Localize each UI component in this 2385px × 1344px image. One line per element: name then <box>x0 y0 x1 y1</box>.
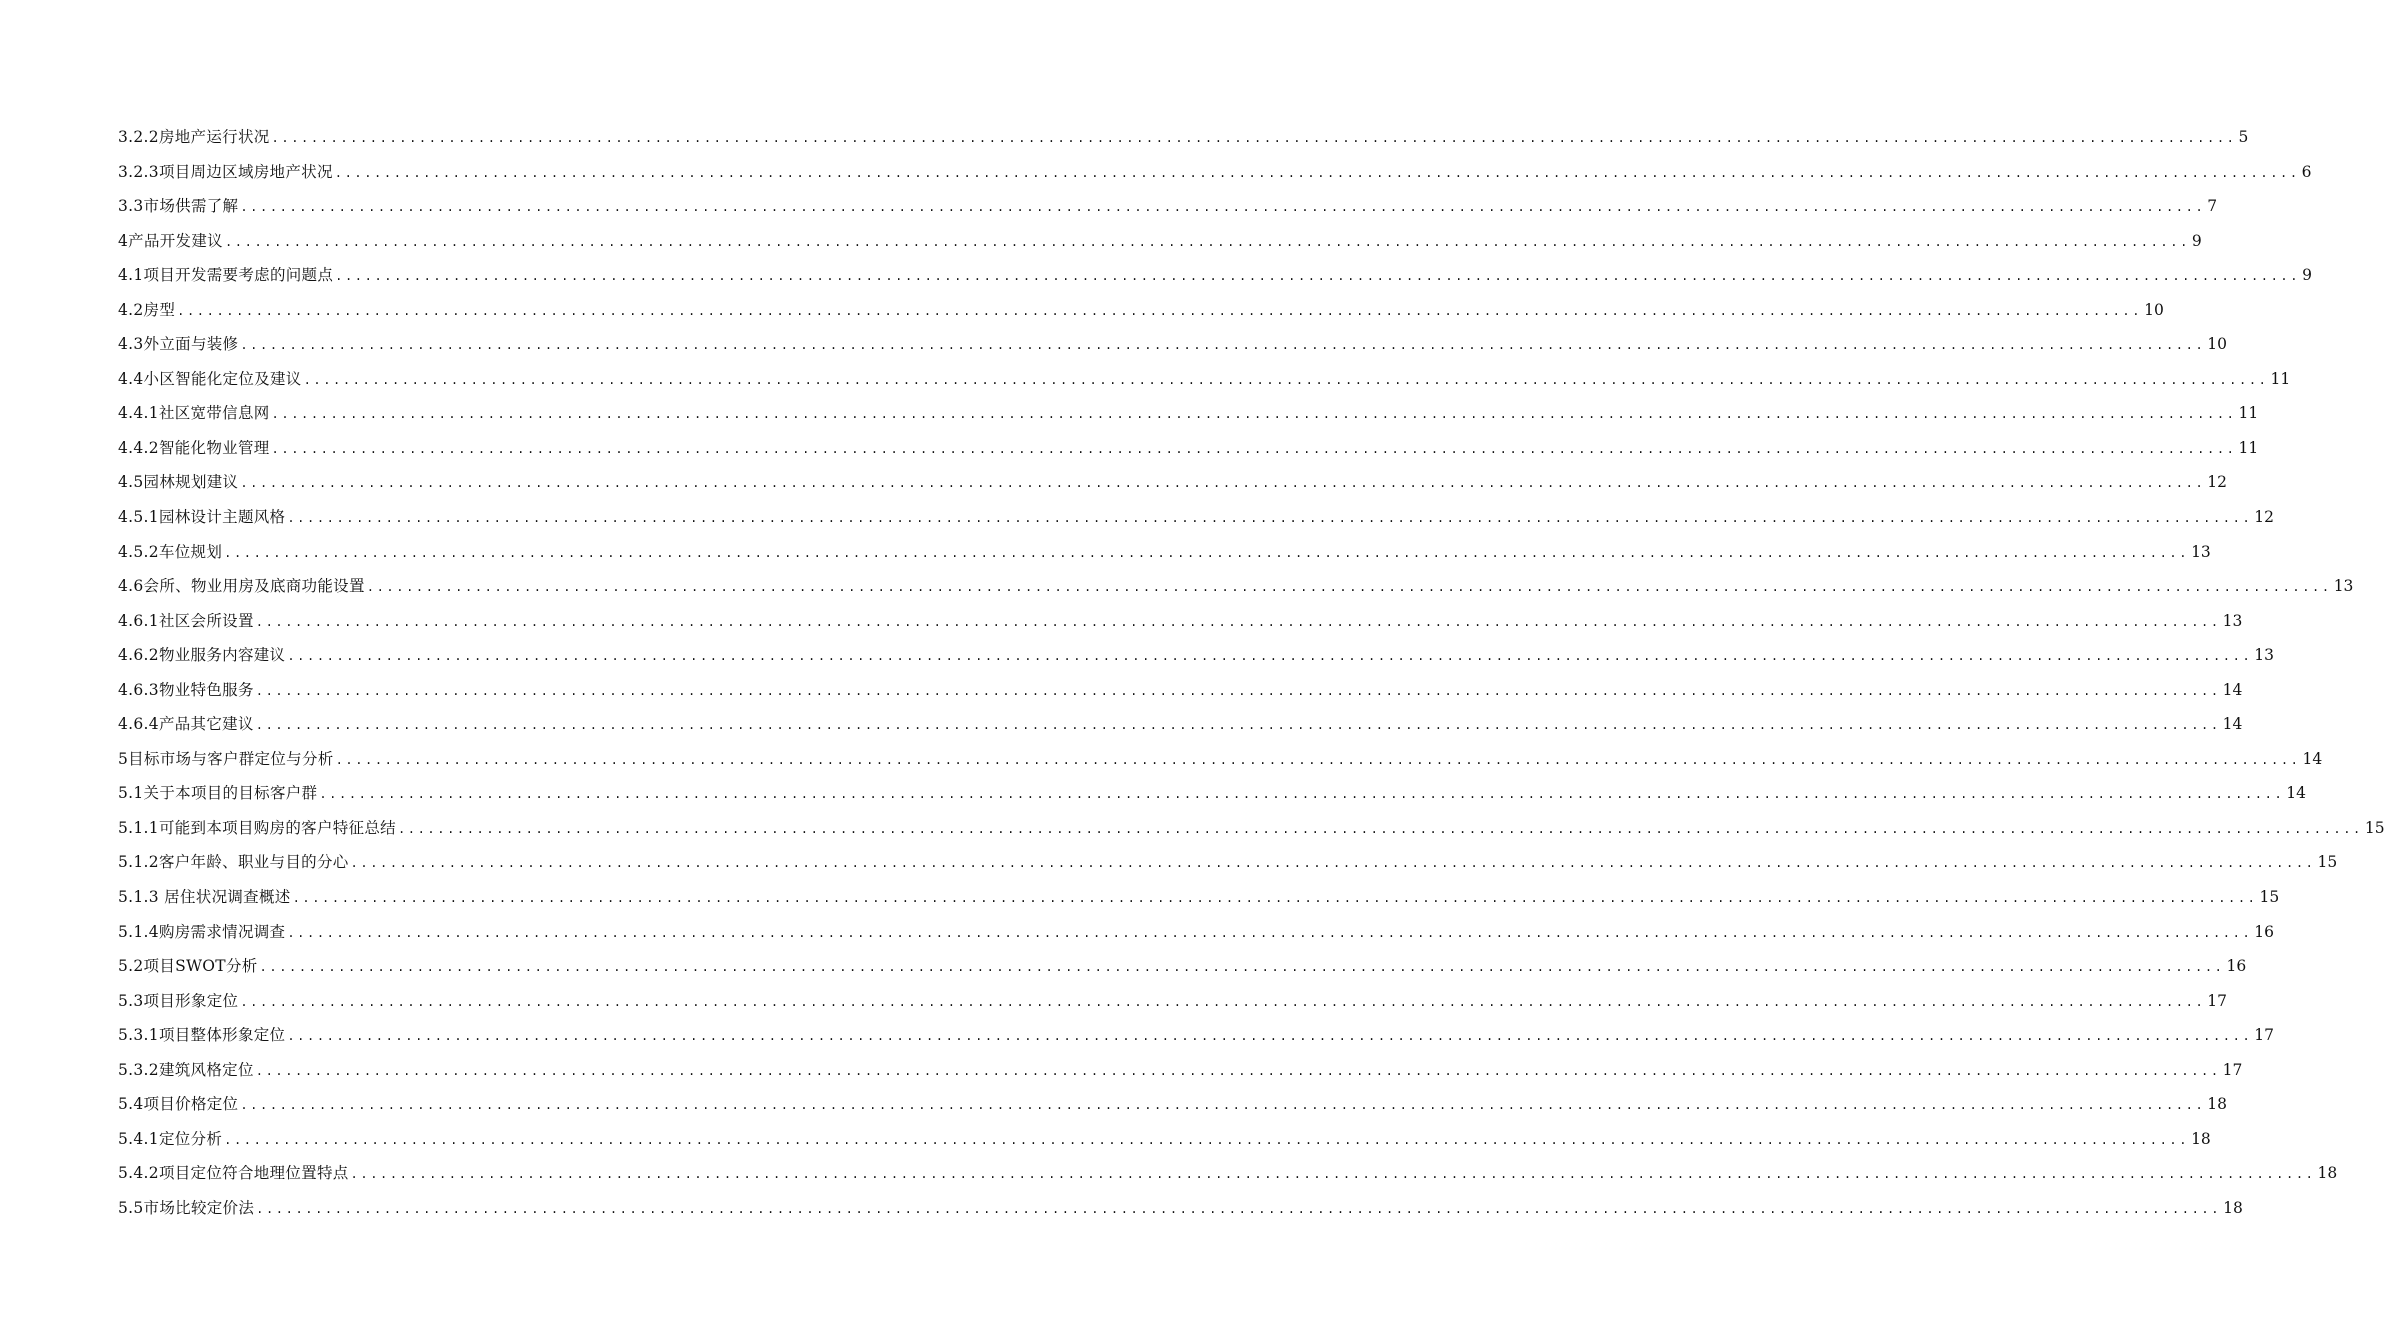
toc-entry-title: 4.6会所、物业用房及底商功能设置 <box>118 577 365 596</box>
toc-entry[interactable] <box>118 396 2259 431</box>
toc-entry-title: 5.4.1定位分析 <box>118 1129 223 1148</box>
toc-dot-leader: ........................................................................................................................................................................................................ <box>255 683 2221 698</box>
toc-entry-title: 4.4.1社区宽带信息网 <box>118 404 270 423</box>
toc-entry-page-number: 17 <box>2222 1060 2243 1079</box>
toc-entry-page-number: 14 <box>2222 680 2243 699</box>
toc-entry[interactable] <box>118 880 2280 915</box>
toc-entry[interactable] <box>118 258 2312 293</box>
toc-entry-title: 5.3项目形象定位 <box>118 991 239 1010</box>
toc-dot-leader: ........................................................................................................................................................................................................ <box>177 303 2143 318</box>
toc-entry-page-number: 14 <box>2286 784 2307 803</box>
toc-entry-page-number: 18 <box>2317 1164 2338 1183</box>
toc-entry-page-number: 15 <box>2317 853 2338 872</box>
toc-entry-page-number: 18 <box>2191 1129 2211 1148</box>
toc-entry-page-number: 18 <box>2223 1198 2243 1217</box>
table-of-contents <box>118 120 2385 1226</box>
toc-entry-title: 4.3外立面与装修 <box>118 335 239 354</box>
toc-entry-page-number: 10 <box>2207 335 2228 354</box>
toc-entry[interactable] <box>118 845 2338 880</box>
toc-entry[interactable] <box>118 293 2164 328</box>
toc-entry-title: 4.2房型 <box>118 300 176 319</box>
toc-entry[interactable] <box>118 742 2323 777</box>
toc-dot-leader: ........................................................................................................................................................................................................ <box>256 1201 2222 1216</box>
toc-entry-title: 5.1.1可能到本项目购房的客户特征总结 <box>118 818 396 837</box>
toc-entry[interactable] <box>118 949 2247 984</box>
toc-entry-title: 5.4.2项目定位符合地理位置特点 <box>118 1164 349 1183</box>
toc-entry-page-number: 15 <box>2259 888 2280 907</box>
toc-entry[interactable] <box>118 1191 2243 1226</box>
toc-dot-leader: ........................................................................................................................................................................................................ <box>397 821 2363 836</box>
toc-entry-title: 5.5市场比较定价法 <box>118 1198 255 1217</box>
toc-entry[interactable] <box>118 155 2312 190</box>
toc-entry-title: 4.5.2车位规划 <box>118 542 223 561</box>
toc-entry-title: 4.6.1社区会所设置 <box>118 611 254 630</box>
toc-entry[interactable] <box>118 569 2354 604</box>
toc-dot-leader: ........................................................................................................................................................................................................ <box>240 338 2206 353</box>
toc-dot-leader: ........................................................................................................................................................................................................ <box>287 511 2253 526</box>
toc-dot-leader: ........................................................................................................................................................................................................ <box>271 131 2237 145</box>
toc-dot-leader: ........................................................................................................................................................................................................ <box>255 1063 2221 1078</box>
toc-dot-leader: ........................................................................................................................................................................................................ <box>334 165 2300 180</box>
toc-entry-title: 5目标市场与客户群定位与分析 <box>118 749 334 768</box>
toc-entry-title: 4.4.2智能化物业管理 <box>118 438 270 457</box>
toc-entry-page-number: 12 <box>2254 508 2274 527</box>
toc-dot-leader: ........................................................................................................................................................................................................ <box>255 718 2221 733</box>
toc-entry-page-number: 12 <box>2207 473 2228 492</box>
toc-entry-title: 5.1.3 居住状况调查概述 <box>118 888 291 907</box>
toc-entry-title: 4.6.3物业特色服务 <box>118 680 254 699</box>
toc-dot-leader: ........................................................................................................................................................................................................ <box>303 372 2269 387</box>
toc-entry-title: 5.2项目SWOT分析 <box>118 957 258 976</box>
toc-entry-page-number: 17 <box>2254 1026 2274 1045</box>
toc-entry-page-number: 13 <box>2191 542 2211 561</box>
toc-entry-title: 4.5.1园林设计主题风格 <box>118 508 286 527</box>
toc-entry-page-number: 9 <box>2302 266 2312 285</box>
toc-entry[interactable] <box>118 811 2385 846</box>
toc-entry-page-number: 6 <box>2301 162 2312 181</box>
toc-entry[interactable] <box>118 673 2243 708</box>
toc-entry-page-number: 7 <box>2207 197 2218 216</box>
toc-entry[interactable] <box>118 224 2202 259</box>
toc-entry-title: 5.3.1项目整体形象定位 <box>118 1026 286 1045</box>
toc-entry-title: 5.1关于本项目的目标客户群 <box>118 784 318 803</box>
toc-dot-leader: ........................................................................................................................................................................................................ <box>287 1029 2253 1044</box>
toc-entry-title: 3.3市场供需了解 <box>118 197 239 216</box>
toc-dot-leader: ........................................................................................................................................................................................................ <box>292 891 2258 906</box>
toc-entry-title: 4.5园林规划建议 <box>118 473 239 492</box>
toc-entry-title: 5.1.4购房需求情况调查 <box>118 922 286 941</box>
toc-dot-leader: ........................................................................................................................................................................................................ <box>335 269 2301 284</box>
toc-dot-leader: ........................................................................................................................................................................................................ <box>271 441 2237 456</box>
toc-entry-title: 3.2.3项目周边区域房地产状况 <box>118 162 333 181</box>
toc-entry[interactable] <box>118 638 2274 673</box>
toc-entry-page-number: 17 <box>2207 991 2228 1010</box>
toc-dot-leader: ........................................................................................................................................................................................................ <box>240 994 2206 1009</box>
toc-dot-leader: ........................................................................................................................................................................................................ <box>255 614 2221 629</box>
toc-entry-page-number: 14 <box>2222 715 2243 734</box>
toc-entry[interactable] <box>118 1053 2243 1088</box>
toc-dot-leader: ........................................................................................................................................................................................................ <box>350 1167 2316 1182</box>
toc-dot-leader: ........................................................................................................................................................................................................ <box>224 545 2190 560</box>
toc-entry-title: 4.6.2物业服务内容建议 <box>118 646 286 665</box>
toc-entry[interactable] <box>118 465 2228 500</box>
toc-entry[interactable] <box>118 604 2243 639</box>
toc-entry-title: 4.6.4产品其它建议 <box>118 715 254 734</box>
toc-dot-leader: ........................................................................................................................................................................................................ <box>240 476 2206 491</box>
toc-entry[interactable] <box>118 984 2228 1019</box>
toc-entry[interactable] <box>118 431 2259 466</box>
toc-entry-page-number: 5 <box>2238 128 2249 146</box>
toc-entry[interactable] <box>118 327 2228 362</box>
toc-entry[interactable] <box>118 189 2218 224</box>
toc-entry-page-number: 15 <box>2364 818 2385 837</box>
toc-entry[interactable] <box>118 1087 2228 1122</box>
toc-entry[interactable] <box>118 776 2307 811</box>
toc-entry-page-number: 16 <box>2254 922 2274 941</box>
toc-dot-leader: ........................................................................................................................................................................................................ <box>240 200 2206 215</box>
toc-dot-leader: ........................................................................................................................................................................................................ <box>287 925 2253 940</box>
toc-entry-page-number: 14 <box>2302 749 2323 768</box>
toc-entry-page-number: 13 <box>2333 577 2354 596</box>
toc-entry[interactable] <box>118 1122 2211 1157</box>
toc-dot-leader: ........................................................................................................................................................................................................ <box>271 407 2237 422</box>
toc-entry[interactable] <box>118 535 2211 570</box>
toc-entry-title: 4.1项目开发需要考虑的问题点 <box>118 266 334 285</box>
toc-dot-leader: ........................................................................................................................................................................................................ <box>366 580 2332 595</box>
toc-entry-page-number: 11 <box>2270 369 2291 388</box>
toc-dot-leader: ........................................................................................................................................................................................................ <box>319 787 2285 802</box>
toc-dot-leader: ........................................................................................................................................................................................................ <box>259 960 2225 975</box>
toc-entry-page-number: 13 <box>2254 646 2274 665</box>
toc-entry-page-number: 11 <box>2238 404 2259 423</box>
toc-entry-title: 5.4项目价格定位 <box>118 1095 239 1114</box>
toc-entry-title: 5.3.2建筑风格定位 <box>118 1060 254 1079</box>
toc-entry-page-number: 10 <box>2144 300 2164 319</box>
toc-entry[interactable] <box>118 1018 2274 1053</box>
toc-dot-leader: ........................................................................................................................................................................................................ <box>224 234 2190 249</box>
toc-entry[interactable] <box>118 915 2274 950</box>
toc-entry-title: 3.2.2房地产运行状况 <box>118 128 270 146</box>
toc-entry-page-number: 16 <box>2226 957 2247 976</box>
toc-entry[interactable] <box>118 120 2249 155</box>
toc-entry-page-number: 9 <box>2191 231 2202 250</box>
toc-entry[interactable] <box>118 1156 2338 1191</box>
toc-dot-leader: ........................................................................................................................................................................................................ <box>224 1132 2190 1147</box>
toc-entry-title: 4.4小区智能化定位及建议 <box>118 369 302 388</box>
toc-entry[interactable] <box>118 362 2291 397</box>
toc-entry-title: 5.1.2客户年龄、职业与目的分心 <box>118 853 349 872</box>
toc-entry-page-number: 18 <box>2207 1095 2228 1114</box>
toc-dot-leader: ........................................................................................................................................................................................................ <box>240 1098 2206 1113</box>
toc-entry[interactable] <box>118 500 2274 535</box>
toc-dot-leader: ........................................................................................................................................................................................................ <box>287 649 2253 664</box>
toc-dot-leader: ........................................................................................................................................................................................................ <box>350 856 2316 871</box>
toc-dot-leader: ........................................................................................................................................................................................................ <box>335 752 2301 767</box>
toc-entry-title: 4产品开发建议 <box>118 231 223 250</box>
toc-entry-page-number: 13 <box>2222 611 2243 630</box>
toc-entry[interactable] <box>118 707 2243 742</box>
toc-entry-page-number: 11 <box>2238 438 2259 457</box>
